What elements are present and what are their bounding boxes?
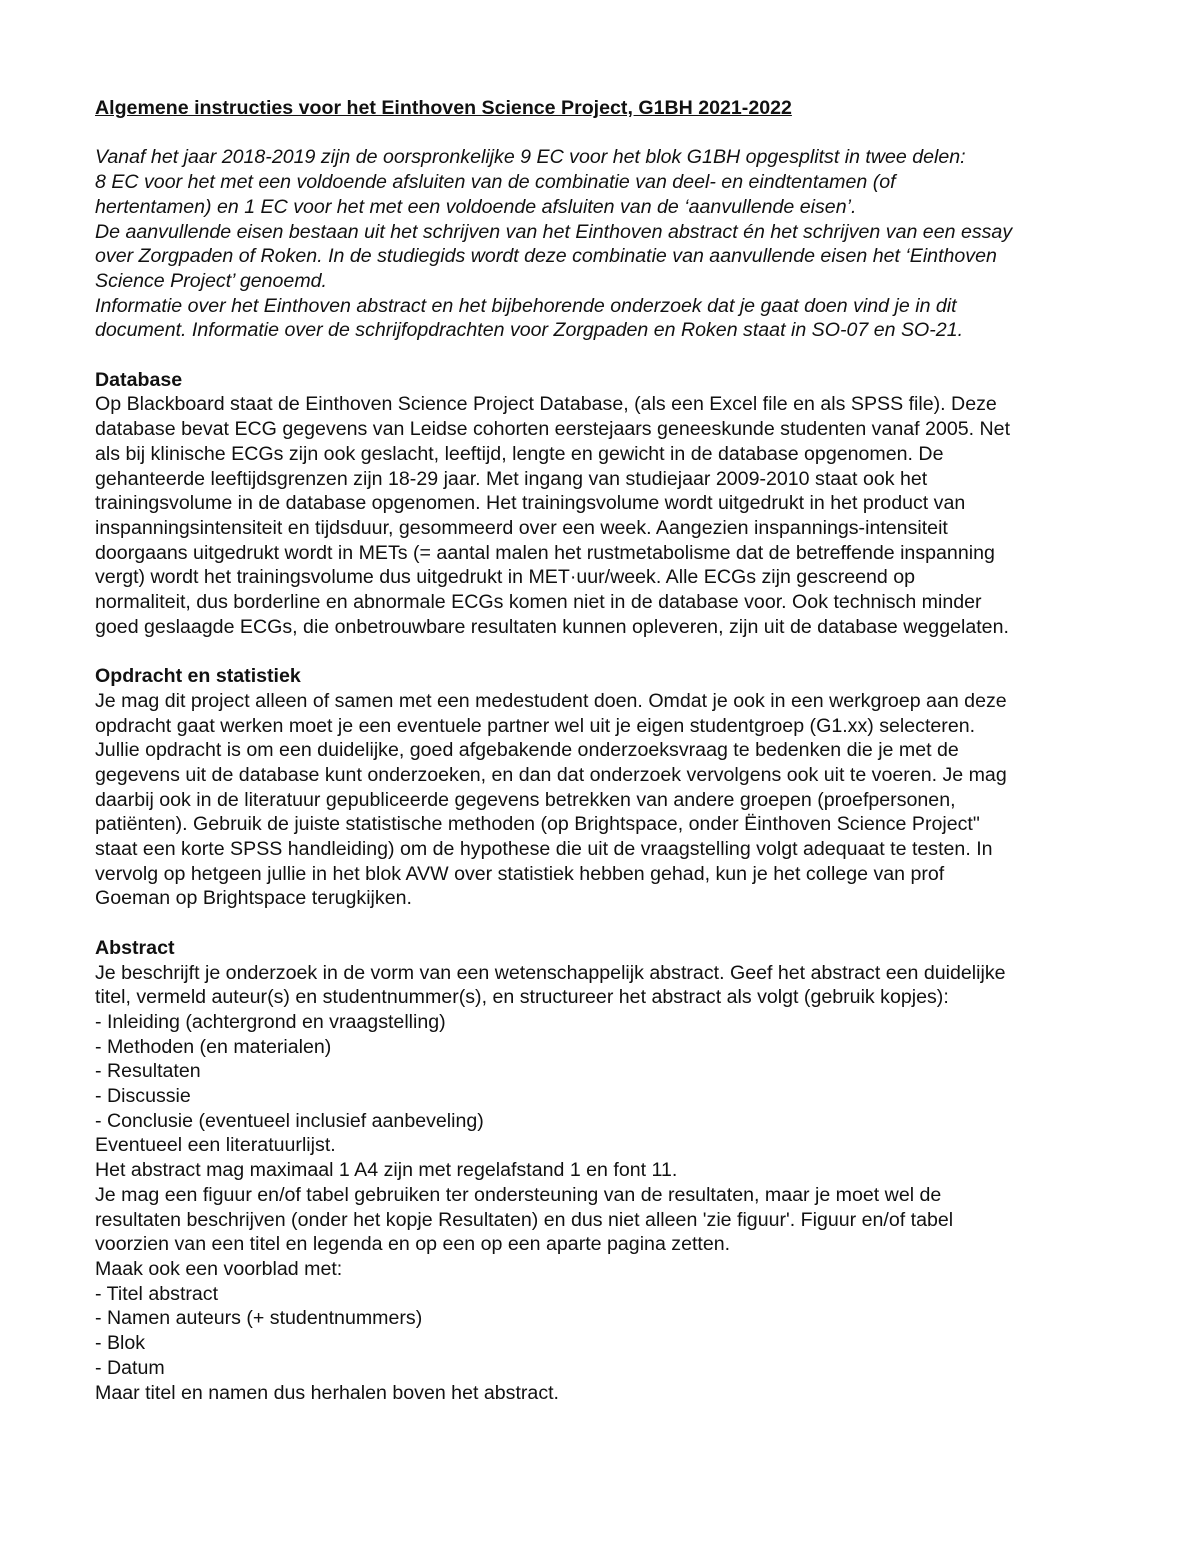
database-line: als bij klinische ECGs zijn ook geslacht, leeftijd, lengte en gewicht in de database opgenomen. De — [95, 442, 944, 465]
opdracht-line: vervolg op hetgeen jullie in het blok AVW over statistiek hebben gehad, kun je het college van prof — [95, 862, 945, 885]
database-line: trainingsvolume in de database opgenomen. Het trainingsvolume wordt uitgedrukt in het product van — [95, 492, 966, 515]
intro-line: over Zorgpaden of Roken. In de studiegids wordt deze combinatie van aanvullende eisen het ‘Einthoven — [95, 245, 997, 268]
database-line: database bevat ECG gegevens van Leidse cohorten eerstejaars geneeskunde studenten vanaf 2005. Net — [95, 418, 1011, 441]
opdracht-line: Jullie opdracht is om een duidelijke, goed afgebakende onderzoeksvraag te bedenken die je met de — [95, 739, 959, 762]
abstract-list-item: - Inleiding (achtergrond en vraagstelling) — [95, 1010, 446, 1033]
voorblad-list-item: - Blok — [95, 1332, 146, 1355]
intro-line: 8 EC voor het met een voldoende afsluiten van de combinatie van deel- en eindtentamen (of — [95, 171, 896, 194]
abstract-line: Je mag een figuur en/of tabel gebruiken ter ondersteuning van de resultaten, maar je moet wel de — [95, 1183, 942, 1206]
opdracht-line: Je mag dit project alleen of samen met een medestudent doen. Omdat je ook in een werkgroep aan deze — [95, 689, 1007, 712]
database-heading: Database — [95, 368, 183, 391]
opdracht-line: staat een korte SPSS handleiding) om de hypothese die uit de vraagstelling volgt adequaat te testen. In — [95, 838, 993, 861]
voorblad-list-item: - Namen auteurs (+ studentnummers) — [95, 1307, 423, 1330]
intro-line: Informatie over het Einthoven abstract en het bijbehorende onderzoek dat je gaat doen vind je in dit — [95, 294, 957, 317]
intro-line: document. Informatie over de schrijfopdrachten voor Zorgpaden en Roken staat in SO-07 en SO-21. — [95, 319, 964, 342]
database-line: goed geslaagde ECGs, die onbetrouwbare resultaten kunnen opleveren, zijn uit de database weggelaten. — [95, 615, 1009, 638]
abstract-line: voorzien van een titel en legenda en op een op een aparte pagina zetten. — [95, 1233, 731, 1256]
opdracht-heading: Opdracht en statistiek — [95, 665, 301, 688]
abstract-list-item: - Methoden (en materialen) — [95, 1035, 332, 1058]
voorblad-list-item: - Titel abstract — [95, 1282, 219, 1305]
abstract-line: Maak ook een voorblad met: — [95, 1257, 343, 1280]
intro-line: De aanvullende eisen bestaan uit het schrijven van het Einthoven abstract én het schrijven van een essay — [95, 220, 1013, 243]
opdracht-line: opdracht gaat werken moet je een eventuele partner wel uit je eigen studentgroep (G1.xx) selecteren. — [95, 714, 976, 737]
abstract-line: titel, vermeld auteur(s) en studentnummer(s), en structureer het abstract als volgt (gebruik kopjes): — [95, 986, 949, 1009]
abstract-heading: Abstract — [95, 936, 175, 959]
document-title: Algemene instructies voor het Einthoven Science Project, G1BH 2021-2022 — [95, 97, 792, 119]
intro-line: Vanaf het jaar 2018-2019 zijn de oorspronkelijke 9 EC voor het blok G1BH opgesplitst in twee delen: — [95, 146, 966, 169]
database-line: gehanteerde leeftijdsgrenzen zijn 18-29 jaar. Met ingang van studiejaar 2009-2010 staat ook het — [95, 467, 928, 490]
abstract-line: Het abstract mag maximaal 1 A4 zijn met regelafstand 1 en font 11. — [95, 1159, 678, 1182]
abstract-list-item: - Resultaten — [95, 1060, 201, 1083]
intro-paragraph — [95, 145, 1125, 343]
document-page — [95, 96, 1125, 1430]
opdracht-line: daarbij ook in de literatuur gepubliceerde gegevens betrekken van andere groepen (proefpersonen, — [95, 788, 956, 811]
database-line: inspanningsintensiteit en tijdsduur, gesommeerd over een week. Aangezien inspannings-intensiteit — [95, 516, 948, 539]
voorblad-list-item: - Datum — [95, 1356, 165, 1379]
database-line: normaliteit, dus borderline en abnormale ECGs komen niet in de database voor. Ook technisch minder — [95, 591, 982, 614]
abstract-line: Eventueel een literatuurlijst. — [95, 1134, 336, 1157]
database-line: vergt) wordt het trainingsvolume dus uitgedrukt in MET·uur/week. Alle ECGs zijn gescreend op — [95, 566, 916, 589]
opdracht-section — [95, 664, 1125, 911]
database-line: doorgaans uitgedrukt wordt in METs (= aantal malen het rustmetabolisme dat de betreffende inspanning — [95, 541, 995, 564]
opdracht-line: Goeman op Brightspace terugkijken. — [95, 887, 412, 910]
database-line: Op Blackboard staat de Einthoven Science Project Database, (als een Excel file en als SPSS file). Deze — [95, 393, 997, 416]
abstract-list-item: - Conclusie (eventueel inclusief aanbeveling) — [95, 1109, 484, 1132]
intro-line: hertentamen) en 1 EC voor het met een voldoende afsluiten van de ‘aanvullende eisen’. — [95, 195, 857, 218]
opdracht-line: patiënten). Gebruik de juiste statistische methoden (op Brightspace, onder Ëinthoven Science Project" — [95, 813, 980, 836]
abstract-section — [95, 936, 1125, 1405]
abstract-list-item: - Discussie — [95, 1085, 191, 1108]
intro-line: Science Project’ genoemd. — [95, 269, 327, 292]
opdracht-line: gegevens uit de database kunt onderzoeken, en dan dat onderzoek vervolgens ook uit te voeren. Je mag — [95, 763, 1007, 786]
abstract-line: Maar titel en namen dus herhalen boven het abstract. — [95, 1381, 560, 1404]
abstract-line: Je beschrijft je onderzoek in de vorm van een wetenschappelijk abstract. Geef het abstract een duidelijke — [95, 961, 1006, 984]
database-section — [95, 368, 1125, 640]
abstract-line: resultaten beschrijven (onder het kopje Resultaten) en dus niet alleen 'zie figuur'. Figuur en/of tabel — [95, 1208, 954, 1231]
